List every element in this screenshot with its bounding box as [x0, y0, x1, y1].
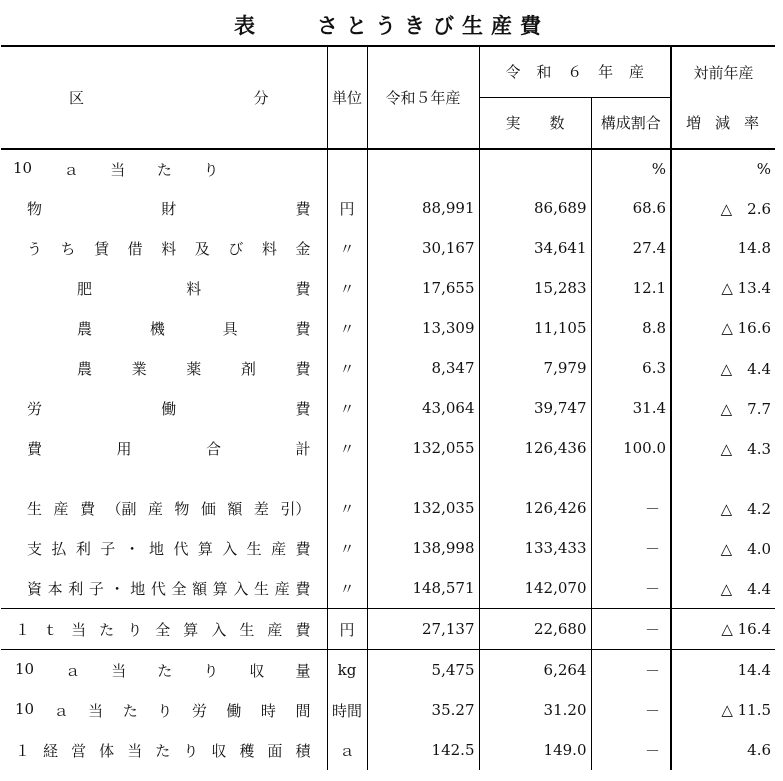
- row-label-char: 面: [267, 741, 283, 760]
- row-unit: 〃: [327, 348, 367, 388]
- row-label-char: り: [127, 620, 143, 639]
- row-unit: 時間: [327, 690, 367, 730]
- section-per10a-row: [1, 149, 775, 188]
- row-label-char: １: [15, 620, 31, 639]
- row-yoy-value: △ 11.5: [671, 690, 775, 730]
- row-label-char: 及: [194, 239, 210, 258]
- row-ratio-value: 8.8: [591, 308, 671, 348]
- row-yoy-value: △ 4.0: [671, 528, 775, 568]
- row-unit: 〃: [327, 488, 367, 528]
- section-label-char: 当: [110, 160, 126, 179]
- row-r6-value: 31.20: [479, 690, 591, 730]
- title-main: さとうきび生産費: [317, 13, 549, 38]
- row-label-char: 費: [295, 199, 311, 218]
- section-label-char: 10: [13, 158, 33, 177]
- header-r6-char: 和: [536, 63, 552, 82]
- header-yoy-char: 率: [743, 114, 759, 132]
- row-label-char: 収: [211, 741, 227, 760]
- row-label: [1, 650, 327, 691]
- row-unit: ａ: [327, 730, 367, 770]
- row-label-char: 入: [211, 620, 227, 639]
- header-r6-char: ６: [567, 63, 583, 82]
- table-row: [1, 188, 775, 228]
- row-label-char: 営: [71, 741, 87, 760]
- row-label: [1, 348, 327, 388]
- row-label: [1, 730, 327, 770]
- row-label-char: 物: [27, 199, 43, 218]
- row-label-char: 当: [111, 661, 127, 680]
- table-row: [1, 228, 775, 268]
- header-category-char: 分: [253, 89, 269, 107]
- header-category-char: 区: [69, 89, 85, 107]
- row-label-char: 具: [222, 319, 238, 338]
- row-label-char: 算: [197, 539, 213, 558]
- row-label-char: 当: [71, 620, 87, 639]
- row-yoy-value: 4.6: [671, 730, 775, 770]
- row-unit: kg: [327, 650, 367, 691]
- row-label-char: 費: [295, 399, 311, 418]
- row-label-char: り: [203, 661, 219, 680]
- header-yoy-char: 増: [686, 114, 702, 132]
- section-label-char: た: [156, 160, 172, 179]
- section-label-char: ａ: [63, 160, 79, 179]
- row-label-char: 代: [150, 579, 166, 598]
- row-label-char: ｔ: [43, 620, 59, 639]
- row-label-char: 価: [200, 499, 216, 518]
- row-label-char: 賃: [94, 239, 110, 258]
- table-row: [1, 528, 775, 568]
- row-label-char: 薬: [186, 359, 202, 378]
- row-label-char: 生: [239, 620, 255, 639]
- row-ratio-value: 68.6: [591, 188, 671, 228]
- row-label-char: 農: [77, 319, 93, 338]
- row-label-char: 働: [161, 399, 177, 418]
- row-label-char: 業: [131, 359, 147, 378]
- row-label-char: び: [228, 239, 244, 258]
- row-label-char: 金: [295, 239, 311, 258]
- header-actual-char: 実: [505, 114, 521, 133]
- table-row: [1, 568, 775, 609]
- row-unit: 円: [327, 188, 367, 228]
- row-ratio-value: 100.0: [591, 428, 671, 468]
- row-ratio-value: 27.4: [591, 228, 671, 268]
- row-unit: 〃: [327, 528, 367, 568]
- row-label-char: 費: [27, 439, 43, 458]
- row-label-char: 代: [173, 539, 189, 558]
- row-unit: 〃: [327, 228, 367, 268]
- title-prefix: 表: [234, 13, 255, 38]
- row-label-char: ち: [60, 239, 76, 258]
- table-row: [1, 609, 775, 650]
- row-label-char: 差: [253, 499, 269, 518]
- row-ratio-value: －: [591, 568, 671, 609]
- row-label-char: （副: [106, 499, 137, 518]
- header-actual-char: 数: [549, 114, 565, 133]
- row-ratio-value: －: [591, 690, 671, 730]
- row-r5-value: 8,347: [367, 348, 479, 388]
- row-label: [1, 268, 327, 308]
- row-label-char: 入: [233, 579, 249, 598]
- row-label-char: 穫: [239, 741, 255, 760]
- row-label-char: 費: [79, 499, 95, 518]
- row-r5-value: 142.5: [367, 730, 479, 770]
- row-label-char: 10: [15, 659, 35, 678]
- row-unit: 〃: [327, 268, 367, 308]
- row-label-char: 当: [88, 701, 104, 720]
- row-label-char: 費: [295, 620, 311, 639]
- table-row: [1, 428, 775, 468]
- table-row: [1, 690, 775, 730]
- row-label-char: 労: [27, 399, 43, 418]
- row-ratio-value: 31.4: [591, 388, 671, 428]
- row-r5-value: 138,998: [367, 528, 479, 568]
- row-r5-value: 27,137: [367, 609, 479, 650]
- row-label-char: 当: [127, 741, 143, 760]
- row-r6-value: 34,641: [479, 228, 591, 268]
- row-r5-value: 35.27: [367, 690, 479, 730]
- header-yoy-top: 対前年産: [671, 46, 775, 97]
- row-label-char: 料: [161, 239, 177, 258]
- row-label-char: 全: [155, 620, 171, 639]
- row-label-char: 用: [116, 439, 132, 458]
- row-label-char: 剤: [240, 359, 256, 378]
- header-r6-ratio: 構成割合: [591, 97, 671, 149]
- row-label: [1, 528, 327, 568]
- row-label-char: 機: [149, 319, 165, 338]
- cost-table: [1, 45, 775, 770]
- row-r5-value: 17,655: [367, 268, 479, 308]
- row-label-char: 産: [147, 499, 163, 518]
- row-label-char: １: [15, 741, 31, 760]
- row-label-char: 物: [174, 499, 190, 518]
- table-row: [1, 348, 775, 388]
- row-label-char: 借: [127, 239, 143, 258]
- row-label-char: 収: [249, 661, 265, 680]
- header-r6-actual: [479, 97, 591, 149]
- row-ratio-value: 12.1: [591, 268, 671, 308]
- row-r6-value: 142,070: [479, 568, 591, 609]
- row-yoy-value: △ 4.4: [671, 568, 775, 609]
- row-label-char: り: [157, 701, 173, 720]
- spacer-row: [1, 468, 775, 488]
- row-label-char: た: [157, 661, 173, 680]
- row-r6-value: 39,747: [479, 388, 591, 428]
- row-label-char: 生: [254, 579, 270, 598]
- row-yoy-value: 14.8: [671, 228, 775, 268]
- table-row: [1, 308, 775, 348]
- row-label-char: 積: [295, 741, 311, 760]
- row-label-char: 利: [75, 539, 91, 558]
- row-r6-value: 7,979: [479, 348, 591, 388]
- row-label-char: た: [99, 620, 115, 639]
- yoy-percent-sign: %: [671, 149, 775, 188]
- row-r5-value: 132,055: [367, 428, 479, 468]
- row-label-char: 利: [68, 579, 84, 598]
- row-label-char: り: [183, 741, 199, 760]
- row-r5-value: 5,475: [367, 650, 479, 691]
- row-r5-value: 132,035: [367, 488, 479, 528]
- row-label: [1, 568, 327, 609]
- row-ratio-value: －: [591, 730, 671, 770]
- row-unit: 円: [327, 609, 367, 650]
- table-row: [1, 488, 775, 528]
- row-label-char: 産: [271, 539, 287, 558]
- header-r6-char: 産: [629, 63, 645, 82]
- row-r6-value: 22,680: [479, 609, 591, 650]
- table-row: [1, 730, 775, 770]
- row-unit: 〃: [327, 388, 367, 428]
- row-r6-value: 86,689: [479, 188, 591, 228]
- row-label: [1, 609, 327, 650]
- row-r6-value: 133,433: [479, 528, 591, 568]
- row-label-char: 全: [171, 579, 187, 598]
- row-label-char: 本: [47, 579, 63, 598]
- row-label: [1, 488, 327, 528]
- row-label-char: 算: [183, 620, 199, 639]
- row-r6-value: 15,283: [479, 268, 591, 308]
- row-label-char: 料: [186, 279, 202, 298]
- header-yoy-bottom: [671, 97, 775, 149]
- row-label-char: 費: [295, 539, 311, 558]
- row-unit: 〃: [327, 568, 367, 609]
- row-label-char: 量: [295, 661, 311, 680]
- row-label-char: ａ: [65, 661, 81, 680]
- row-label-char: 地: [149, 539, 165, 558]
- row-yoy-value: △ 4.4: [671, 348, 775, 388]
- row-label-char: 入: [222, 539, 238, 558]
- row-ratio-value: －: [591, 650, 671, 691]
- row-label-char: 引）: [280, 499, 311, 518]
- row-label-char: 費: [295, 279, 311, 298]
- row-label-char: 体: [99, 741, 115, 760]
- row-label-char: 計: [295, 439, 311, 458]
- row-yoy-value: △ 4.3: [671, 428, 775, 468]
- row-label-char: ・: [109, 579, 125, 598]
- row-label-char: 費: [295, 579, 311, 598]
- row-label-char: 産: [53, 499, 69, 518]
- row-label-char: 労: [191, 701, 207, 720]
- section-per10a-label: [1, 149, 327, 188]
- header-unit: 単位: [327, 46, 367, 149]
- row-label-char: た: [155, 741, 171, 760]
- row-yoy-value: △ 13.4: [671, 268, 775, 308]
- row-r5-value: 88,991: [367, 188, 479, 228]
- row-label-char: ・: [124, 539, 140, 558]
- row-label: [1, 388, 327, 428]
- row-r6-value: 149.0: [479, 730, 591, 770]
- row-label-char: 生: [27, 499, 43, 518]
- row-label-char: 時: [260, 701, 276, 720]
- row-yoy-value: △ 7.7: [671, 388, 775, 428]
- row-unit: 〃: [327, 308, 367, 348]
- row-label-char: 払: [51, 539, 67, 558]
- row-ratio-value: －: [591, 488, 671, 528]
- row-yoy-value: △ 16.6: [671, 308, 775, 348]
- row-unit: 〃: [327, 428, 367, 468]
- row-label: [1, 428, 327, 468]
- row-label-char: 額: [192, 579, 208, 598]
- row-label-char: 間: [295, 701, 311, 720]
- table-row: [1, 388, 775, 428]
- row-label: [1, 228, 327, 268]
- ratio-percent-sign: %: [591, 149, 671, 188]
- row-r5-value: 30,167: [367, 228, 479, 268]
- table-title: [0, 10, 783, 40]
- row-label-char: 産: [274, 579, 290, 598]
- row-r6-value: 126,436: [479, 428, 591, 468]
- row-label-char: た: [122, 701, 138, 720]
- header-yoy-char: 減: [715, 114, 731, 132]
- row-label-char: 働: [226, 701, 242, 720]
- row-label-char: 費: [295, 359, 311, 378]
- row-label-char: 財: [161, 199, 177, 218]
- row-label-char: 肥: [77, 279, 93, 298]
- row-label-char: 子: [100, 539, 116, 558]
- row-yoy-value: △ 4.2: [671, 488, 775, 528]
- row-r5-value: 148,571: [367, 568, 479, 609]
- row-r6-value: 6,264: [479, 650, 591, 691]
- row-r6-value: 126,426: [479, 488, 591, 528]
- table-row: [1, 268, 775, 308]
- row-yoy-value: △ 2.6: [671, 188, 775, 228]
- header-r6-char: 令: [505, 63, 521, 82]
- row-label-char: 子: [88, 579, 104, 598]
- row-yoy-value: △ 16.4: [671, 609, 775, 650]
- row-label-char: 農: [77, 359, 93, 378]
- row-label-char: 料: [261, 239, 277, 258]
- row-yoy-value: 14.4: [671, 650, 775, 691]
- row-label-char: 費: [295, 319, 311, 338]
- row-label-char: 額: [227, 499, 243, 518]
- row-label: [1, 188, 327, 228]
- row-label-char: 10: [15, 699, 35, 718]
- header-category: [1, 46, 327, 149]
- header-r6-char: 年: [598, 63, 614, 82]
- header-r5: 令和５年産: [367, 46, 479, 149]
- row-label-char: 地: [130, 579, 146, 598]
- row-ratio-value: －: [591, 528, 671, 568]
- row-ratio-value: －: [591, 609, 671, 650]
- row-ratio-value: 6.3: [591, 348, 671, 388]
- row-label-char: ａ: [53, 701, 69, 720]
- row-r5-value: 13,309: [367, 308, 479, 348]
- header-r6-group: [479, 46, 671, 97]
- row-label-char: 産: [267, 620, 283, 639]
- table-row: [1, 650, 775, 691]
- row-label-char: う: [27, 239, 43, 258]
- row-label-char: 経: [43, 741, 59, 760]
- row-label-char: 算: [212, 579, 228, 598]
- row-label-char: 生: [246, 539, 262, 558]
- row-r5-value: 43,064: [367, 388, 479, 428]
- section-label-char: り: [203, 160, 219, 179]
- row-label: [1, 308, 327, 348]
- row-label-char: 合: [205, 439, 221, 458]
- header-row-1: [1, 46, 775, 97]
- row-r6-value: 11,105: [479, 308, 591, 348]
- row-label: [1, 690, 327, 730]
- row-label-char: 資: [27, 579, 43, 598]
- row-label-char: 支: [27, 539, 43, 558]
